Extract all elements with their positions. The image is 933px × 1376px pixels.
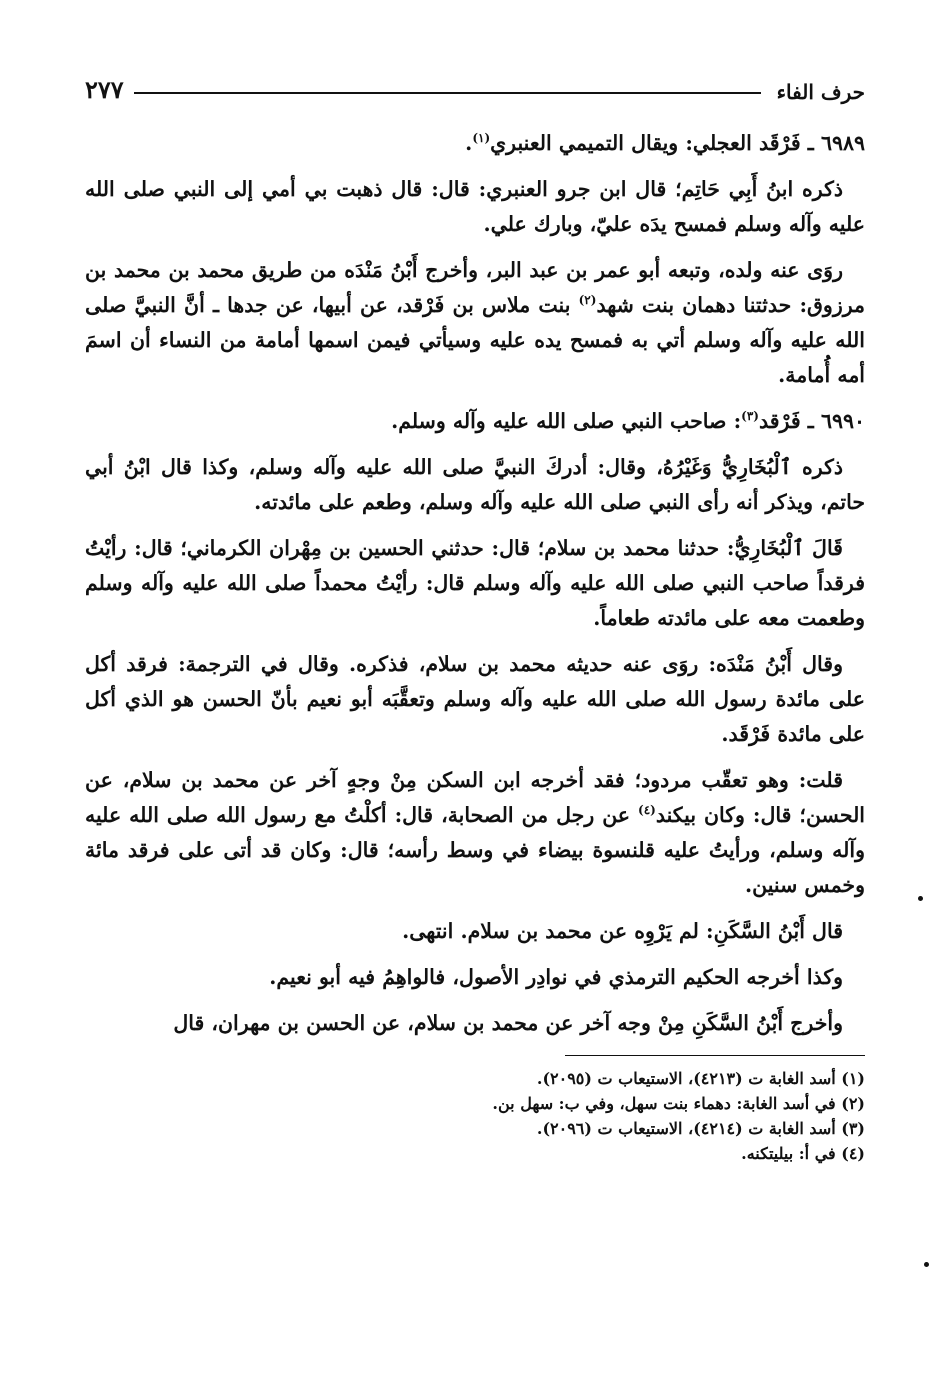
paragraph: وأخرج أَبْنُ السَّكَنِ مِنْ وجه آخر عن محمد بن سلام، عن الحسن بن مهران، قال	[173, 1011, 843, 1035]
footnote-4: (٤) في أ: بيليتكنه.	[741, 1144, 865, 1163]
entry-6989-heading	[85, 126, 865, 161]
paragraph	[85, 763, 865, 903]
footnote-ref[interactable]: (٢)	[578, 293, 597, 308]
entry-end: .	[465, 131, 473, 155]
book-page	[85, 60, 865, 1360]
text-run: روَى عنه ولده، وتبعه أبو عمر بن عبد البر، وأخرج أَبْنُ مَنْدَه من طريق محمد بن محمد بن مرزوق: حدثتنا دهمان بنت شهد	[85, 258, 866, 317]
text-run: عن رجل من الصحابة، قال: أكلْتُ مع رسول الله صلى الله عليه وآله وسلم، ورأيتُ عليه قلنسوة بيضاء في وسط رأسه؛ قال: وكان قد أتى على فرقد مائة وخمس سنين.	[85, 803, 865, 897]
entry-number: ٦٩٩٠ ـ	[807, 409, 865, 433]
paragraph: قال أَبْنُ السَّكَنِ: لم يَرْوِه عن محمد بن سلام. انتهى.	[402, 919, 843, 943]
entry-6990-heading	[85, 404, 865, 439]
paragraph: قَالَ ٱلْبُخَارِيُّ: حدثنا محمد بن سلام؛ قال: حدثني الحسين بن مِهْران الكرماني؛ قال: رأيْتُ فرقداً صاحب النبي صلى الله عليه وآله وسلم قال: رأيْتُ محمداً صلى الله عليه وآله وسلم وطعمت معه على مائدته طعاماً.	[85, 536, 865, 630]
running-header	[85, 60, 865, 104]
text-run: قلت: وهو تعقّب مردود؛ فقد أخرجه ابن السكن مِنْ وجهٍ آخر عن محمد بن سلام، عن الحسن؛ قال: وكان بيكند	[85, 768, 866, 827]
text-run: بنت ملاس بن فَرْقد، عن أبيها، عن جدها ـ أنَّ النبيَّ صلى الله عليه وآله وسلم أتي به فمسح يده عليه وسيأتي فيمن اسمها أمامة من النساء أن اسمَ أمه أُمامة.	[85, 293, 865, 387]
footnote-2: (٢) في أسد الغابة: دهماء بنت سهل، وفي ب: سهل بن.	[492, 1094, 865, 1113]
entry-name: فَرْقد	[758, 409, 801, 433]
entry-number: ٦٩٨٩ ـ	[807, 131, 865, 155]
main-text	[85, 126, 865, 1041]
footnote-1: (١) أسد الغابة ت (٤٢١٣)، الاستيعاب ت (٢٠٩٥).	[536, 1069, 865, 1088]
footnote-separator	[565, 1055, 865, 1056]
section-title: حرف الفاء	[776, 80, 865, 104]
footnote-ref[interactable]: (٣)	[741, 409, 759, 424]
footnotes	[85, 1066, 865, 1166]
entry-description: : ويقال التميمي العنبري	[490, 131, 693, 155]
footnote-3: (٣) أسد الغابة ت (٤٢١٤)، الاستيعاب ت (٢٠٩٦).	[536, 1119, 865, 1138]
footnote-ref[interactable]: (١)	[472, 131, 491, 146]
entry-name: فَرْقَد العجلي	[692, 131, 801, 155]
footnote-ref[interactable]: (٤)	[638, 803, 656, 818]
margin-dot-mark	[924, 1262, 929, 1267]
paragraph: ذكره ابنُ أَبِي حَاتِم؛ قال ابن جرو العنبري: قال: قال ذهبت بي أمي إلى النبي صلى الله عليه وآله وسلم فمسح يدَه عليّ، وبارك علي.	[85, 177, 865, 236]
entry-description: : صاحب النبي صلى الله عليه وآله وسلم.	[391, 409, 742, 433]
paragraph: وقال أَبْنُ مَنْدَه: روَى عنه حديثه محمد بن سلام، فذكره. وقال في الترجمة: فرقد أكل على مائدة رسول الله صلى الله عليه وآله وسلم وتعقَّبَه أبو نعيم بأنّ الحسن هو الذي أكل على مائدة فَرْقَد.	[85, 652, 865, 746]
paragraph	[85, 253, 865, 393]
paragraph: ذكره ٱلْبُخَارِيُّ وَغَيْرُهُ، وقال: أدركَ النبيَّ صلى الله عليه وآله وسلم، وكذا قال ابْنُ أبي حاتم، ويذكر أنه رأى النبي صلى الله عليه وآله وسلم، وطعم على مائدته.	[85, 455, 865, 514]
page-number: ٢٧٧	[85, 75, 124, 104]
paragraph: وكذا أخرجه الحكيم الترمذي في نوادِر الأصول، فالواهِمُ فيه أبو نعيم.	[269, 965, 843, 989]
header-rule	[134, 92, 761, 94]
margin-dot-mark	[918, 896, 923, 901]
